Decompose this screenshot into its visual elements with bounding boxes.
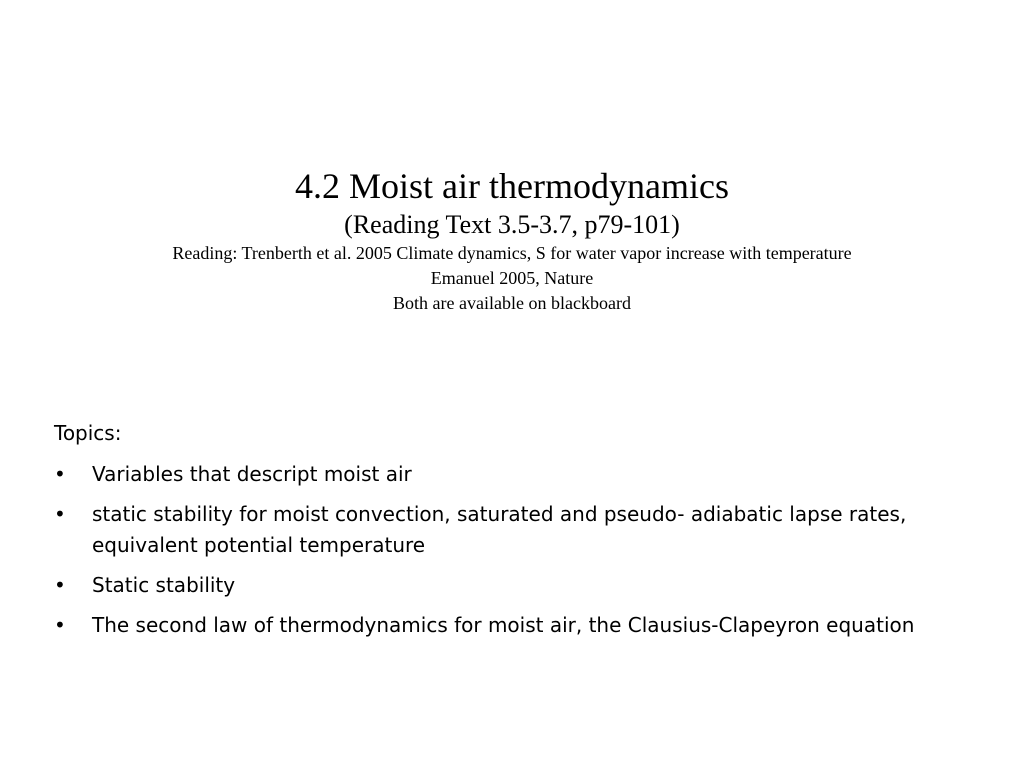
bullet-text: Static stability bbox=[92, 573, 236, 597]
reading-line-1: Reading: Trenberth et al. 2005 Climate dynamics, S for water vapor increase with temperature bbox=[172, 243, 852, 263]
list-item bbox=[54, 570, 984, 601]
slide-title: 4.2 Moist air thermodynamics bbox=[295, 166, 729, 206]
topics-list bbox=[54, 459, 984, 641]
list-item bbox=[54, 459, 984, 490]
bullet-icon: • bbox=[54, 502, 66, 526]
list-item bbox=[54, 499, 984, 561]
bullet-icon: • bbox=[54, 573, 66, 597]
topics-label: Topics: bbox=[54, 421, 122, 445]
reading-line-3: Both are available on blackboard bbox=[393, 293, 631, 313]
slide-title-block bbox=[40, 164, 984, 316]
slide-content bbox=[54, 418, 984, 650]
reading-line-2: Emanuel 2005, Nature bbox=[430, 268, 594, 288]
list-item bbox=[54, 610, 984, 641]
slide-subtitle: (Reading Text 3.5-3.7, p79-101) bbox=[344, 210, 680, 239]
bullet-text: The second law of thermodynamics for moist air, the Clausius-Clapeyron equation bbox=[92, 613, 915, 637]
bullet-icon: • bbox=[54, 462, 66, 486]
bullet-icon: • bbox=[54, 613, 66, 637]
bullet-text: static stability for moist convection, saturated and pseudo- adiabatic lapse rates, equivalent potential temperature bbox=[92, 502, 907, 557]
bullet-text: Variables that descript moist air bbox=[92, 462, 412, 486]
